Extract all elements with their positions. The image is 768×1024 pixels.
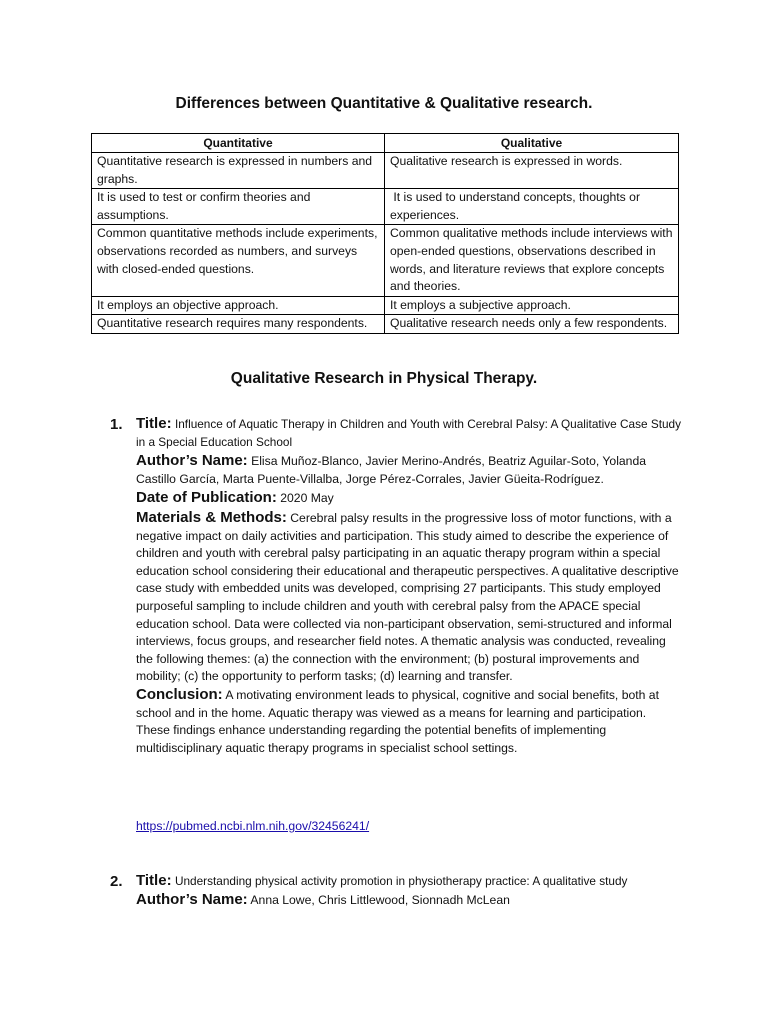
author-label: Author’s Name: xyxy=(136,890,248,908)
entry-date xyxy=(136,489,681,508)
column-header-quantitative: Quantitative xyxy=(92,134,385,153)
study-entry-1 xyxy=(110,415,681,757)
entry-title xyxy=(136,872,681,891)
entry-conclusion xyxy=(136,686,681,757)
methods-label: Materials & Methods: xyxy=(136,508,287,526)
table-cell: Quantitative research requires many respondents. xyxy=(92,315,385,334)
methods-text: Cerebral palsy results in the progressive loss of motor functions, with a negative impact on daily activities and participation. This study aimed to describe the experience of children and youth with cerebral palsy participating in an aquatic therapy program within a special education school considering their educational and therapeutic perspectives. A qualitative descriptive case study with embedded units was developed, comprising 27 participants. This study employed purposeful sampling to include children and youth with cerebral palsy from the APACE special education school. Data were collected via non-participant observation, semi-structured and informal interviews, focus groups, and researcher field notes. A thematic analysis was conducted, revealing the following themes: (a) the connection with the environment; (b) postural improvements and mobility; (c) the opportunity to perform tasks; (d) learning and transfer. xyxy=(136,510,679,684)
entry-title xyxy=(136,415,681,451)
date-text: 2020 May xyxy=(280,491,334,506)
conclusion-text: A motivating environment leads to physical, cognitive and social benefits, both at school and in the home. Aquatic therapy was viewed as a means for learning and participation. These findings enhance understanding regarding the potential benefits of implementing multidisciplinary aquatic therapy programs in specialist school settings. xyxy=(136,687,659,755)
title-text: Influence of Aquatic Therapy in Children and Youth with Cerebral Palsy: A Qualitative Case Study in a Special Education School xyxy=(136,417,681,449)
title-label: Title: xyxy=(136,872,172,889)
comparison-table xyxy=(91,133,679,334)
table-cell: Common qualitative methods include interviews with open-ended questions, observations described in words, and literature reviews that explore concepts and theories. xyxy=(385,225,679,296)
table-row xyxy=(92,315,679,334)
table-row xyxy=(92,153,679,189)
table-row xyxy=(92,189,679,225)
table-row xyxy=(92,296,679,315)
table-cell: Common quantitative methods include experiments, observations recorded as numbers, and surveys with closed-ended questions. xyxy=(92,225,385,296)
authors-text: Anna Lowe, Chris Littlewood, Sionnadh McLean xyxy=(250,892,510,907)
table-header-row xyxy=(92,134,679,153)
title-text: Understanding physical activity promotion in physiotherapy practice: A qualitative study xyxy=(174,874,628,888)
column-header-qualitative: Qualitative xyxy=(385,134,679,153)
entry-number: 1. xyxy=(110,416,123,433)
differences-heading: Differences between Quantitative & Qualitative research. xyxy=(175,95,593,112)
authors-text: Elisa Muñoz-Blanco, Javier Merino-Andrés, Beatriz Aguilar-Soto, Yolanda Castillo García, Marta Puente-Villalba, Jorge Pérez-Corrales, Javier Güeita-Rodríguez. xyxy=(136,454,647,486)
entry-methods xyxy=(136,509,681,686)
table-cell: Qualitative research needs only a few respondents. xyxy=(385,315,679,334)
qualitative-pt-heading: Qualitative Research in Physical Therapy. xyxy=(230,370,538,387)
pubmed-link[interactable]: https://pubmed.ncbi.nlm.nih.gov/32456241/ xyxy=(136,819,370,833)
entry-number: 2. xyxy=(110,873,123,890)
table-cell: Qualitative research is expressed in words. xyxy=(385,153,679,189)
author-label: Author’s Name: xyxy=(136,452,248,470)
table-cell: It is used to test or confirm theories and assumptions. xyxy=(92,189,385,225)
table-cell: It employs an objective approach. xyxy=(92,296,385,315)
table-cell: Quantitative research is expressed in numbers and graphs. xyxy=(92,153,385,189)
date-label: Date of Publication: xyxy=(136,489,277,507)
conclusion-label: Conclusion: xyxy=(136,685,223,703)
title-label: Title: xyxy=(136,415,172,432)
entry-authors xyxy=(136,452,681,488)
entry-authors xyxy=(136,891,681,910)
table-cell: It is used to understand concepts, thoughts or experiences. xyxy=(385,189,679,225)
table-row xyxy=(92,225,679,296)
table-cell: It employs a subjective approach. xyxy=(385,296,679,315)
study-entry-2 xyxy=(110,872,681,909)
